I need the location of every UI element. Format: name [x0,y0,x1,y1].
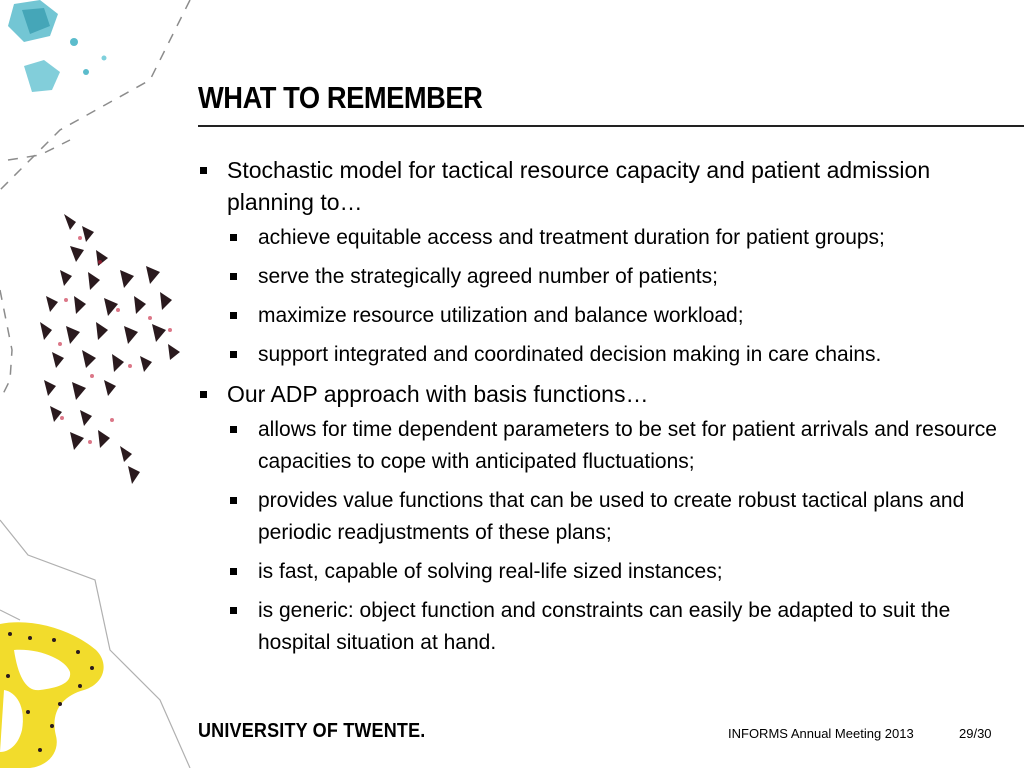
sub-bullet-text: allows for time dependent parameters to be set for patient arrivals and resource capacities to cope with anticipated fluctuations; [258,418,997,473]
dark-cluster-icon [40,214,180,484]
bullet-square-icon [230,234,237,241]
bullet-square-icon [200,167,207,174]
sub-bullet-item [198,300,998,332]
bullet-square-icon [230,273,237,280]
yellow-blob-icon [0,622,104,768]
sub-bullet-item [198,222,998,254]
sub-bullet-item [198,261,998,293]
bullet-item [198,154,998,218]
bullet-square-icon [230,426,237,433]
sub-bullet-text: maximize resource utilization and balance workload; [258,304,744,327]
sub-bullet-text: provides value functions that can be used to create robust tactical plans and periodic readjustments of these plans; [258,489,965,544]
slide-title: WHAT TO REMEMBER [198,80,483,115]
sub-bullet-text: is generic: object function and constraints can easily be adapted to suit the hospital situation at hand. [258,599,951,654]
bullet-text: Our ADP approach with basis functions… [227,381,649,407]
meeting-name: INFORMS Annual Meeting 2013 [728,726,914,741]
bullet-square-icon [230,497,237,504]
bullet-list [198,154,998,666]
sub-bullet-text: serve the strategically agreed number of patients; [258,265,718,288]
sub-bullet-text: achieve equitable access and treatment duration for patient groups; [258,226,885,249]
sub-bullet-item [198,485,998,549]
university-logo: UNIVERSITY OF TWENTE. [198,720,426,742]
title-divider [198,125,1024,127]
blue-crystal-icon [8,0,107,92]
sub-bullet-item [198,339,998,371]
sub-bullet-item [198,595,998,659]
bullet-text: Stochastic model for tactical resource capacity and patient admission planning to… [227,157,931,215]
page-number: 29/30 [959,726,992,741]
bullet-item [198,378,998,410]
bullet-square-icon [230,351,237,358]
red-speckle-icon [58,236,172,444]
bullet-square-icon [230,568,237,575]
bullet-square-icon [230,312,237,319]
sub-bullet-text: support integrated and coordinated decision making in care chains. [258,343,882,366]
bullet-square-icon [230,607,237,614]
sub-bullet-item [198,556,998,588]
sub-bullet-item [198,414,998,478]
sub-bullet-text: is fast, capable of solving real-life sized instances; [258,560,723,583]
bullet-square-icon [200,391,207,398]
